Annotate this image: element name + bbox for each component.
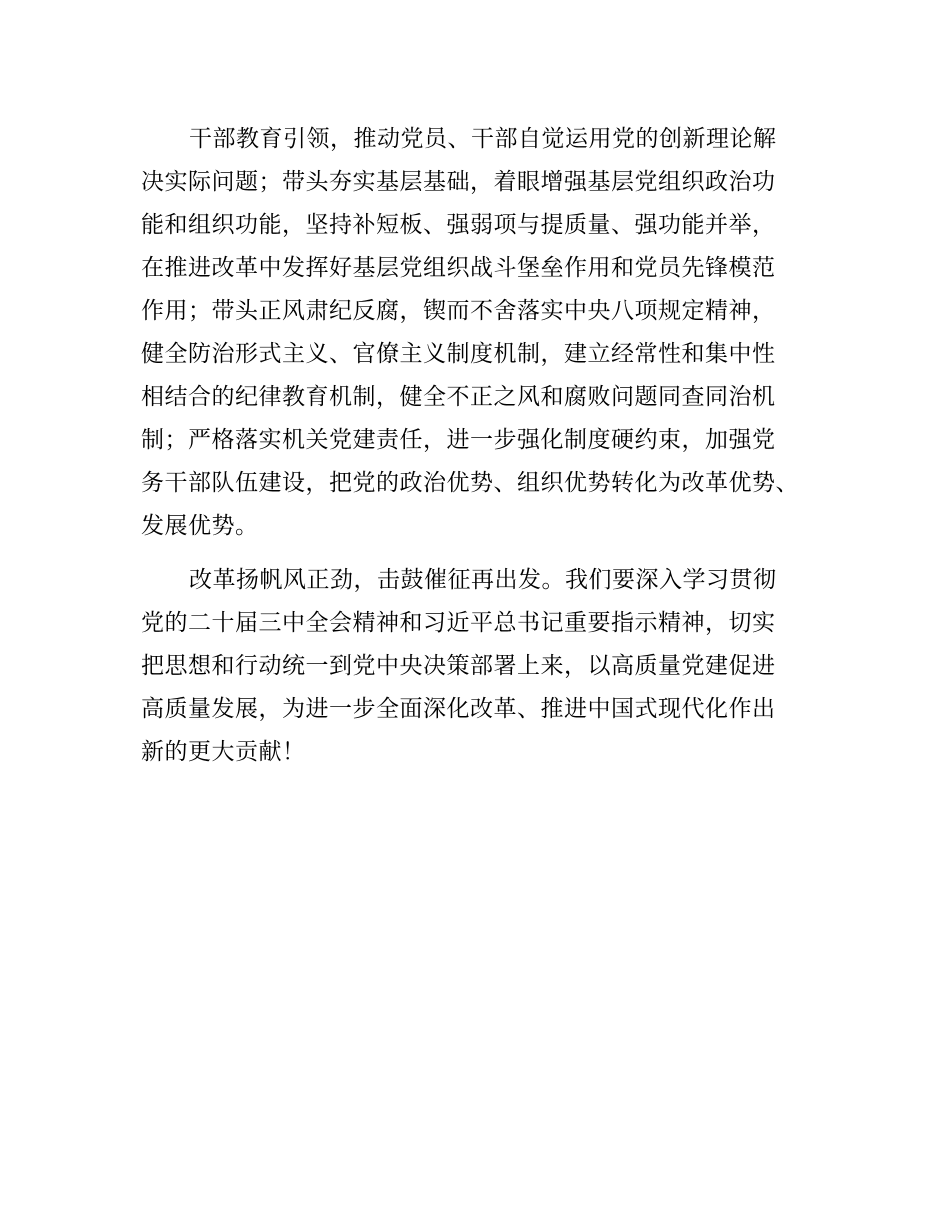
text-line: 健全防治形式主义、官僚主义制度机制，建立经常性和集中性: [141, 341, 776, 367]
text-line: 作用；带头正风肃纪反腐，锲而不舍落实中央八项规定精神，: [141, 298, 776, 324]
text-line: 改革扬帆风正劲，击鼓催征再出发。我们要深入学习贯彻: [189, 567, 777, 593]
text-line: 党的二十届三中全会精神和习近平总书记重要指示精神，切实: [141, 610, 776, 636]
text-line: 新的更大贡献！: [141, 739, 306, 765]
text-line: 决实际问题；带头夯实基层基础，着眼增强基层党组织政治功: [141, 169, 776, 195]
text-line: 务干部队伍建设，把党的政治优势、组织优势转化为改革优势、: [141, 470, 799, 496]
text-line: 干部教育引领，推动党员、干部自觉运用党的创新理论解: [189, 126, 777, 152]
text-line: 高质量发展，为进一步全面深化改革、推进中国式现代化作出: [141, 696, 776, 722]
text-line: 相结合的纪律教育机制，健全不正之风和腐败问题同查同治机: [141, 384, 776, 410]
text-line: 在推进改革中发挥好基层党组织战斗堡垒作用和党员先锋模范: [141, 255, 776, 281]
text-line: 能和组织功能，坚持补短板、强弱项与提质量、强功能并举，: [141, 212, 776, 238]
text-line: 把思想和行动统一到党中央决策部署上来，以高质量党建促进: [141, 653, 776, 679]
text-line: 制；严格落实机关党建责任，进一步强化制度硬约束，加强党: [141, 427, 776, 453]
text-line: 发展优势。: [141, 513, 259, 539]
